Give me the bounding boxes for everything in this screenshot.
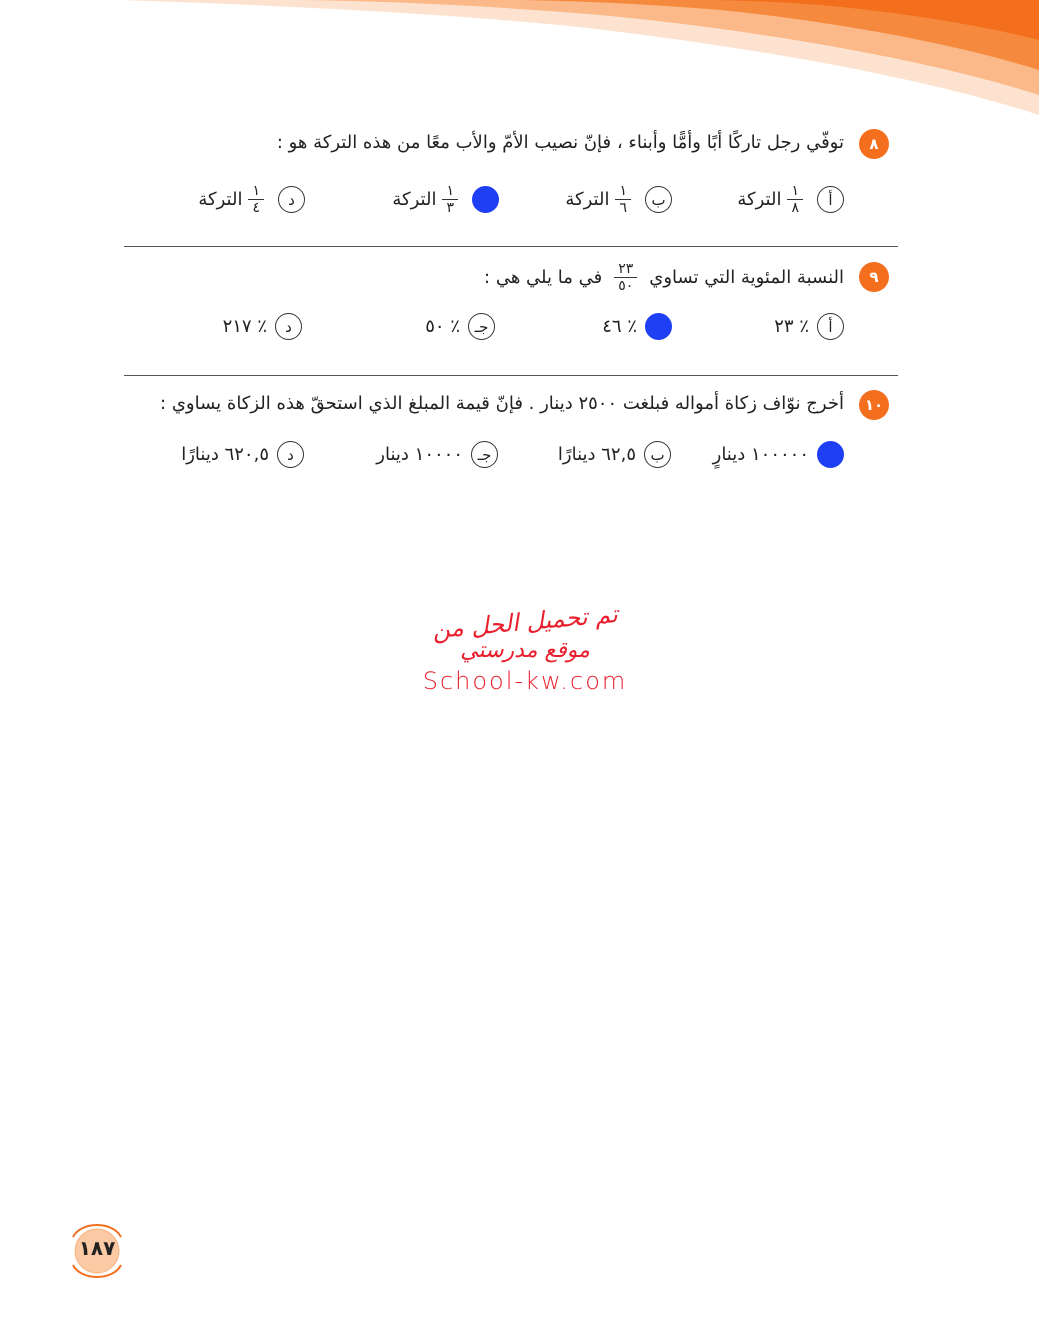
question-9-text: النسبة المئوية التي تساوي $\frac{٢٣}{٥٠}$ في ما يلي هي : xyxy=(484,261,844,294)
q10-option-b[interactable] xyxy=(558,441,671,468)
page-number: ١٨٧ xyxy=(78,1236,116,1260)
q9-fraction: $\frac{٢٣}{٥٠}$ xyxy=(614,261,637,294)
q9-option-c[interactable] xyxy=(425,313,495,340)
question-9-number: ٩ xyxy=(859,262,889,292)
q10-option-d[interactable] xyxy=(181,441,304,468)
q10-option-b-text: ٦٢,٥ دينارًا xyxy=(557,444,636,465)
question-10-text: أخرج نوّاف زكاة أمواله فبلغت ٢٥٠٠ دينار . فإنّ قيمة المبلغ الذي استحقّ هذه الزكاة يساوي : xyxy=(160,393,844,414)
q10-option-a[interactable] xyxy=(713,441,844,468)
q9-option-d[interactable] xyxy=(223,313,302,340)
q8-option-c-text: $\frac{١}{٣}$ التركة xyxy=(392,183,464,216)
question-8-number: ٨ xyxy=(859,129,889,159)
q9-option-d-letter[interactable]: د xyxy=(275,313,302,340)
q8-option-a-letter[interactable]: أ xyxy=(817,186,844,213)
q10-option-b-letter[interactable]: ب xyxy=(644,441,671,468)
handwritten-line-1: تم تحميل الحل من xyxy=(431,599,619,645)
q8-option-b[interactable] xyxy=(565,183,672,216)
q8-option-d-fraction: $\frac{١}{٤}$ xyxy=(248,183,264,216)
q8-option-d[interactable] xyxy=(198,183,305,216)
q8-option-b-text: $\frac{١}{٦}$ التركة xyxy=(565,183,637,216)
question-8-text: توفّي رجل تاركًا أبًا وأمًّا وأبناء ، فإنّ نصيب الأمّ والأب معًا من هذه التركة هو : xyxy=(276,132,844,153)
q9-option-b-text: ٪ ٤٦ xyxy=(602,316,637,337)
q8-option-a-fraction: $\frac{١}{٨}$ xyxy=(787,183,803,216)
q9-option-a-text: ٪ ٢٣ xyxy=(774,316,809,337)
q8-option-a-text: $\frac{١}{٨}$ التركة xyxy=(737,183,809,216)
q8-option-c-letter[interactable] xyxy=(472,186,499,213)
q8-option-b-letter[interactable]: ب xyxy=(645,186,672,213)
handwritten-note xyxy=(405,599,645,695)
q10-option-c-text: ١٠٠٠٠ دينار xyxy=(376,444,463,465)
q10-option-d-letter[interactable]: د xyxy=(277,441,304,468)
q10-option-c[interactable] xyxy=(376,441,498,468)
divider-1 xyxy=(124,246,898,247)
divider-2 xyxy=(124,375,898,376)
header-banner xyxy=(0,0,1039,130)
q8-option-a[interactable] xyxy=(737,183,844,216)
q8-option-b-fraction: $\frac{١}{٦}$ xyxy=(615,183,631,216)
handwritten-line-2: موقع مدرستي xyxy=(460,638,590,663)
q9-option-b-letter[interactable] xyxy=(645,313,672,340)
q9-option-c-letter[interactable]: جـ xyxy=(468,313,495,340)
q10-option-a-text: ١٠٠٠٠٠ دينارٍ xyxy=(712,444,809,465)
q9-option-d-text: ٪ ٢١٧ xyxy=(222,316,267,337)
q8-option-d-text: $\frac{١}{٤}$ التركة xyxy=(198,183,270,216)
q10-option-d-text: ٦٢٠,٥ دينارًا xyxy=(181,444,269,465)
question-10-number: ١٠ xyxy=(859,390,889,420)
q10-option-a-letter[interactable] xyxy=(817,441,844,468)
q9-option-a-letter[interactable]: أ xyxy=(817,313,844,340)
q8-option-c-fraction: $\frac{١}{٣}$ xyxy=(442,183,458,216)
q9-option-a[interactable] xyxy=(774,313,844,340)
q9-option-c-text: ٪ ٥٠ xyxy=(425,316,460,337)
q9-option-b[interactable] xyxy=(602,313,672,340)
q8-option-c[interactable] xyxy=(392,183,499,216)
handwritten-line-3: School-kw.com xyxy=(422,667,628,695)
q10-option-c-letter[interactable]: جـ xyxy=(471,441,498,468)
q8-option-d-letter[interactable]: د xyxy=(278,186,305,213)
